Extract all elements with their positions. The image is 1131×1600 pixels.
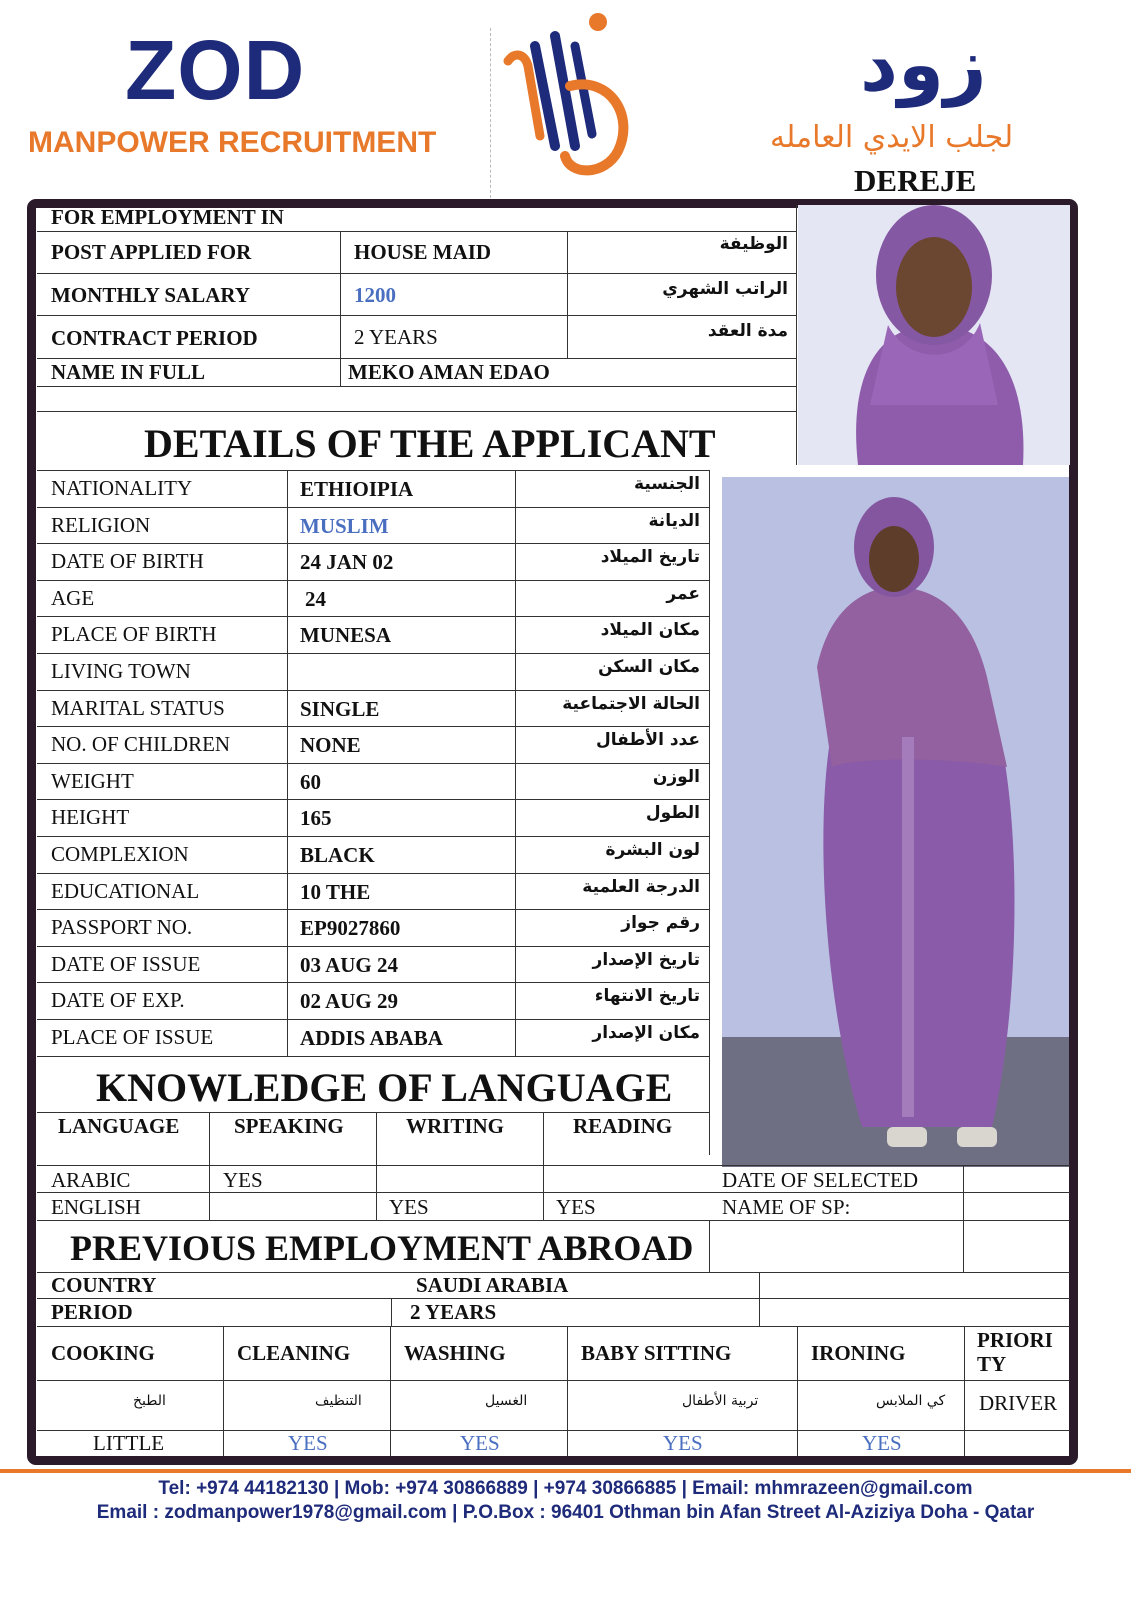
details-label-arabic: الجنسية bbox=[634, 474, 700, 494]
salary-value: 1200 bbox=[354, 283, 396, 307]
lang-arabic-speaking: YES bbox=[223, 1168, 263, 1192]
details-label-arabic: مكان الميلاد bbox=[600, 620, 700, 640]
details-label: HEIGHT bbox=[51, 805, 130, 829]
details-label-arabic: مكان الإصدار bbox=[592, 1023, 700, 1043]
details-value: 10 THE bbox=[300, 880, 371, 904]
skill-header-priority-1: PRIORI bbox=[977, 1328, 1053, 1352]
post-value: HOUSE MAID bbox=[354, 240, 492, 264]
details-label: PLACE OF ISSUE bbox=[51, 1025, 214, 1049]
details-title: DETAILS OF THE APPLICANT bbox=[144, 421, 716, 466]
language-title: KNOWLEDGE OF LANGUAGE bbox=[96, 1065, 673, 1110]
skill-header-ironing: IRONING bbox=[811, 1341, 906, 1365]
details-label: EDUCATIONAL bbox=[51, 879, 200, 903]
details-label: DATE OF EXP. bbox=[51, 988, 185, 1012]
footer-contact-line-1: Tel: +974 44182130 | Mob: +974 30866889 | +974 30866885 | Email: mhmrazeen@gmail.com bbox=[158, 1478, 973, 1499]
details-label: PLACE OF BIRTH bbox=[51, 622, 217, 646]
post-label-arabic: الوظيفة bbox=[719, 234, 788, 254]
lang-row-english: ENGLISH bbox=[51, 1195, 141, 1219]
country-label: COUNTRY bbox=[51, 1273, 157, 1297]
details-label-arabic: الحالة الاجتماعية bbox=[562, 694, 700, 714]
skill-value-cleaning: YES bbox=[288, 1431, 328, 1455]
footer-contact-line-2: Email : zodmanpower1978@gmail.com | P.O.Box : 96401 Othman bin Afan Street Al-Aziziya Doha - Qatar bbox=[96, 1502, 1035, 1523]
details-value: 02 AUG 29 bbox=[300, 989, 399, 1013]
country-value: SAUDI ARABIA bbox=[416, 1273, 569, 1297]
contract-label-arabic: مدة العقد bbox=[707, 321, 788, 341]
details-value: 24 bbox=[305, 587, 326, 611]
salary-label: MONTHLY SALARY bbox=[51, 283, 250, 307]
skill-header-washing: WASHING bbox=[404, 1341, 506, 1365]
details-label-arabic: الدرجة العلمية bbox=[582, 877, 700, 897]
details-label-arabic: عمر bbox=[666, 584, 700, 604]
skill-header-cooking: COOKING bbox=[51, 1341, 155, 1365]
details-label: LIVING TOWN bbox=[51, 659, 191, 683]
header-divider bbox=[490, 28, 492, 198]
skill-ar-cooking: الطبخ bbox=[133, 1393, 166, 1409]
applicant-portrait-photo bbox=[798, 205, 1070, 465]
lang-english-reading: YES bbox=[556, 1195, 596, 1219]
skill-value-cooking: LITTLE bbox=[93, 1431, 165, 1455]
details-label-arabic: مكان السكن bbox=[598, 657, 700, 677]
details-value: MUSLIM bbox=[300, 514, 389, 538]
details-value: EP9027860 bbox=[300, 916, 401, 940]
details-value: 60 bbox=[300, 770, 321, 794]
details-label: WEIGHT bbox=[51, 769, 134, 793]
skill-value-baby-sitting: YES bbox=[663, 1431, 703, 1455]
skill-ar-ironing: كي الملابس bbox=[876, 1393, 946, 1409]
lang-english-writing: YES bbox=[389, 1195, 429, 1219]
contract-label: CONTRACT PERIOD bbox=[51, 326, 258, 350]
branch-name: DEREJE bbox=[854, 163, 977, 198]
details-label-arabic: الوزن bbox=[652, 767, 700, 787]
skill-value-ironing: YES bbox=[862, 1431, 902, 1455]
details-label-arabic: تاريخ الميلاد bbox=[600, 547, 700, 567]
details-label-arabic: تاريخ الانتهاء bbox=[594, 986, 700, 1006]
details-value: BLACK bbox=[300, 843, 375, 867]
details-value: MUNESA bbox=[300, 623, 392, 647]
skill-header-cleaning: CLEANING bbox=[237, 1341, 351, 1365]
details-label-arabic: تاريخ الإصدار bbox=[592, 950, 700, 970]
lang-row-arabic: ARABIC bbox=[51, 1168, 131, 1192]
details-label: NO. OF CHILDREN bbox=[51, 732, 231, 756]
salary-label-arabic: الراتب الشهري bbox=[662, 279, 788, 299]
skill-ar-cleaning: التنظيف bbox=[315, 1393, 362, 1409]
brand-emblem-icon bbox=[500, 6, 640, 181]
name-value: MEKO AMAN EDAO bbox=[348, 360, 550, 384]
skill-ar-baby-sitting: تربية الأطفال bbox=[682, 1393, 759, 1409]
lang-header-writing: WRITING bbox=[406, 1114, 505, 1138]
details-value: 24 JAN 02 bbox=[300, 550, 394, 574]
details-label: MARITAL STATUS bbox=[51, 696, 225, 720]
details-value: ADDIS ABABA bbox=[300, 1026, 443, 1050]
details-label: AGE bbox=[51, 586, 95, 610]
applicant-full-photo bbox=[722, 477, 1069, 1167]
details-value: SINGLE bbox=[300, 697, 380, 721]
skill-header-baby-sitting: BABY SITTING bbox=[581, 1341, 732, 1365]
details-label: RELIGION bbox=[51, 513, 151, 537]
skill-header-priority-2: TY bbox=[977, 1352, 1007, 1376]
details-value: 165 bbox=[300, 806, 332, 830]
details-label-arabic: رقم جواز bbox=[621, 913, 700, 933]
date-selected-label: DATE OF SELECTED bbox=[722, 1168, 918, 1192]
skill-ar-washing: الغسيل bbox=[485, 1393, 528, 1409]
post-label: POST APPLIED FOR bbox=[51, 240, 252, 264]
name-label: NAME IN FULL bbox=[51, 360, 206, 384]
details-label-arabic: الديانة bbox=[648, 511, 700, 531]
brand-tagline: MANPOWER RECRUITMENT bbox=[28, 126, 437, 159]
skill-value-washing: YES bbox=[460, 1431, 500, 1455]
name-sp-label: NAME OF SP: bbox=[722, 1195, 851, 1219]
details-label-arabic: لون البشرة bbox=[605, 840, 700, 860]
details-label: PASSPORT NO. bbox=[51, 915, 193, 939]
lang-header-speaking: SPEAKING bbox=[234, 1114, 344, 1138]
period-label: PERIOD bbox=[51, 1300, 133, 1324]
brand-logo-text: ZOD bbox=[125, 23, 306, 117]
footer-divider bbox=[0, 1469, 1131, 1473]
details-label: COMPLEXION bbox=[51, 842, 189, 866]
details-label: NATIONALITY bbox=[51, 476, 193, 500]
lang-header-reading: READING bbox=[573, 1114, 673, 1138]
details-label-arabic: عدد الأطفال bbox=[596, 730, 700, 750]
details-value: 03 AUG 24 bbox=[300, 953, 399, 977]
period-value: 2 YEARS bbox=[410, 1300, 497, 1324]
previous-title: PREVIOUS EMPLOYMENT ABROAD bbox=[70, 1228, 694, 1268]
employment-section-title: FOR EMPLOYMENT IN bbox=[51, 205, 284, 229]
brand-tagline-arabic: لجلب الايدي العامله bbox=[770, 120, 1014, 155]
contract-value: 2 YEARS bbox=[354, 325, 438, 349]
brand-logo-arabic: زود bbox=[860, 22, 987, 108]
priority-value: DRIVER bbox=[979, 1391, 1058, 1415]
details-value: ETHIOIPIA bbox=[300, 477, 414, 501]
details-value: NONE bbox=[300, 733, 361, 757]
details-label: DATE OF BIRTH bbox=[51, 549, 204, 573]
details-label-arabic: الطول bbox=[645, 803, 700, 823]
details-label: DATE OF ISSUE bbox=[51, 952, 201, 976]
lang-header-language: LANGUAGE bbox=[58, 1114, 180, 1138]
